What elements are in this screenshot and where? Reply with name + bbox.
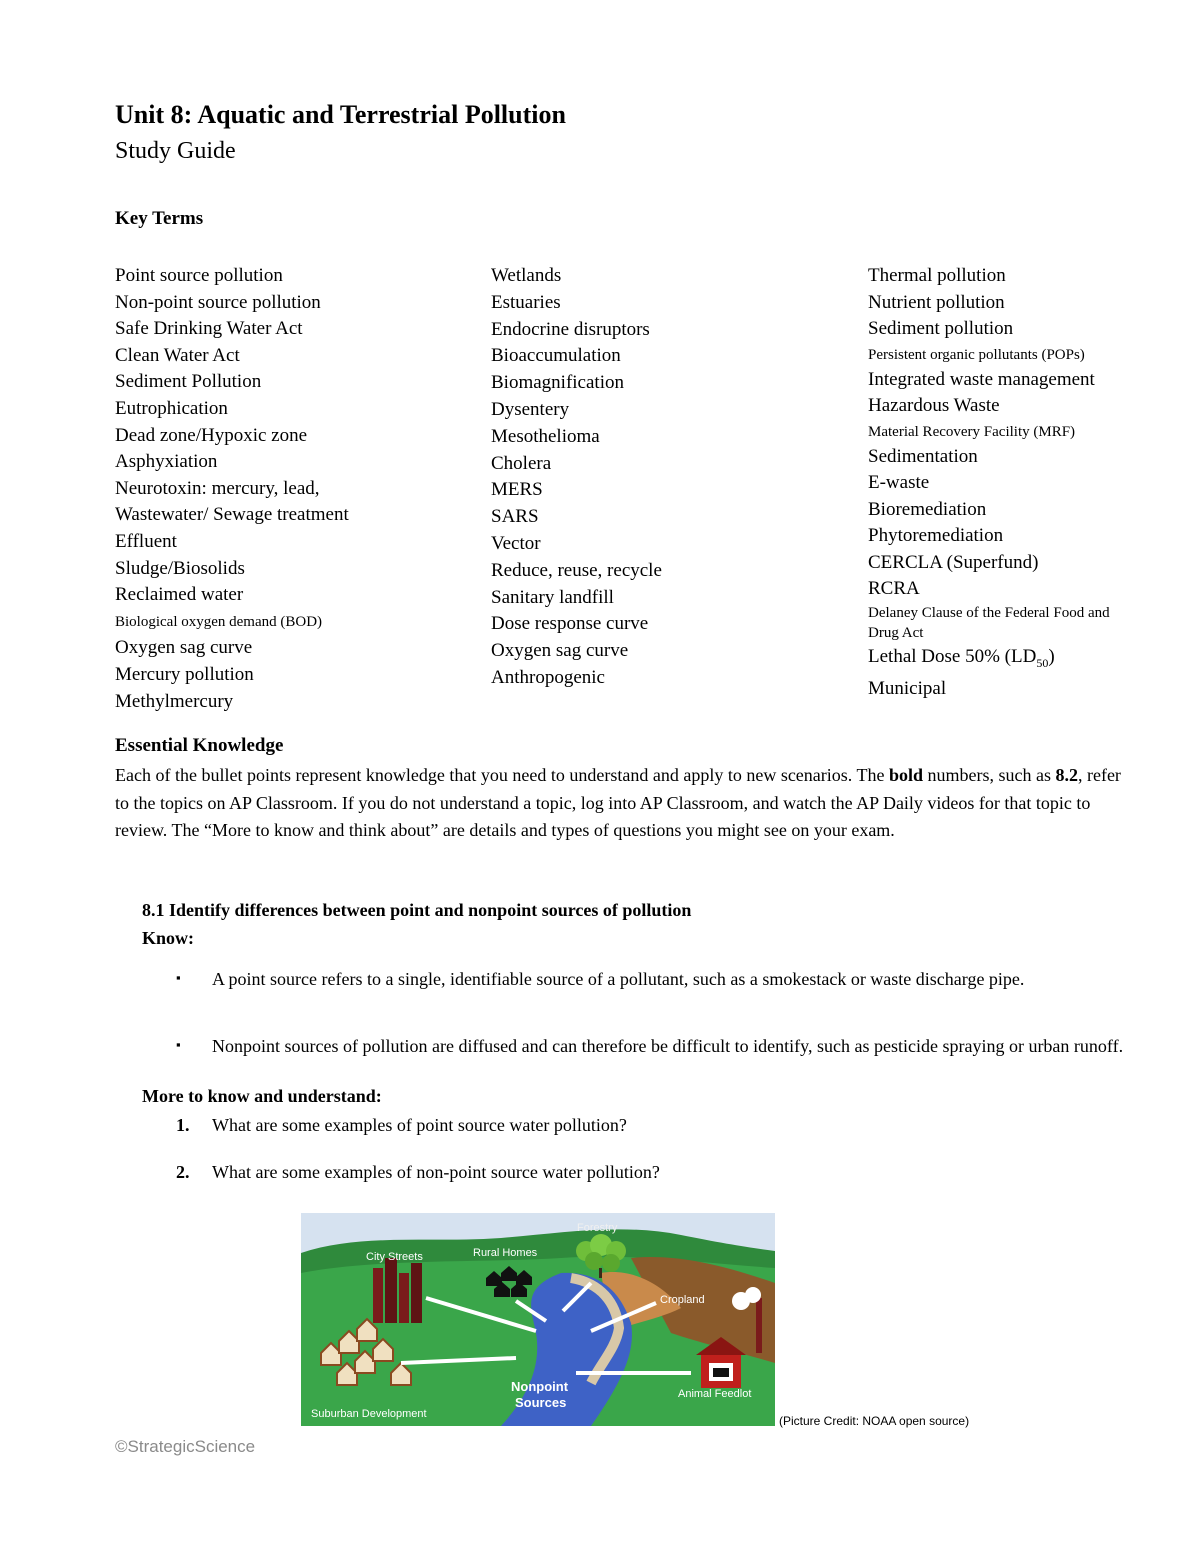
bullet-point: A point source refers to a single, identifiable source of a pollutant, such as a smokestack or waste discharge pipe.: [212, 969, 1025, 989]
term: Cholera: [491, 452, 552, 474]
term: Sediment pollution: [868, 318, 1014, 339]
term: Thermal pollution: [868, 265, 1006, 286]
term: Effluent: [115, 530, 177, 552]
term: Safe Drinking Water Act: [115, 318, 303, 340]
term: Oxygen sag curve: [115, 637, 253, 659]
key-terms-heading: Key Terms: [115, 208, 204, 229]
term: Bioaccumulation: [491, 345, 621, 367]
term: Material Recovery Facility (MRF): [868, 423, 1076, 440]
question-number: 1.: [176, 1115, 190, 1135]
term: Non-point source pollution: [115, 291, 321, 313]
term: Nutrient pollution: [868, 291, 1005, 313]
term: Delaney Clause of the Federal Food and: [868, 604, 1110, 621]
term: Persistent organic pollutants (POPs): [868, 346, 1085, 363]
term: Integrated waste management: [868, 368, 1095, 390]
bullet-point: Nonpoint sources of pollution are diffused and can therefore be difficult to identify, such as pesticide spraying or urban runoff.: [212, 1036, 1124, 1056]
term: Oxygen sag curve: [491, 640, 629, 662]
more-to-know-label: More to know and understand:: [142, 1086, 382, 1106]
term: Neurotoxin: mercury, lead,: [115, 477, 320, 499]
figure-label-sources: Sources: [515, 1395, 567, 1410]
term: RCRA: [868, 578, 920, 599]
question-text: What are some examples of point source water pollution?: [212, 1115, 627, 1135]
figure-label-nonpoint: Nonpoint: [511, 1379, 569, 1394]
building: [373, 1268, 383, 1323]
bullet-marker: ▪: [176, 1037, 181, 1052]
term-ld50: Lethal Dose 50% $(LD_{50})$: [868, 645, 1055, 670]
term: Wastewater/ Sewage treatment: [115, 504, 349, 526]
term: Phytoremediation: [868, 525, 1004, 546]
page-subtitle: Study Guide: [115, 138, 236, 164]
nonpoint-sources-illustration: [301, 1213, 775, 1426]
term: Drug Act: [868, 624, 924, 641]
term: Biomagnification: [491, 372, 624, 394]
question-number: 2.: [176, 1162, 190, 1182]
term: Municipal: [868, 678, 947, 700]
term: Point source pollution: [115, 265, 283, 286]
term: Estuaries: [491, 291, 561, 313]
term: Endocrine disruptors: [491, 318, 650, 340]
footer-copyright: ©StrategicScience: [115, 1437, 256, 1456]
term: Wetlands: [491, 265, 562, 286]
section-8-1-heading: 8.1 Identify differences between point and nonpoint sources of pollution: [142, 900, 692, 920]
picture-credit: (Picture Credit: NOAA open source): [779, 1414, 970, 1428]
term: Clean Water Act: [115, 344, 240, 366]
term: Mercury pollution: [115, 663, 254, 685]
key-terms-column-3: [868, 263, 1110, 703]
term: Dead zone/Hypoxic zone: [115, 424, 308, 446]
term: Eutrophication: [115, 397, 228, 419]
essential-knowledge-heading: Essential Knowledge: [115, 735, 284, 756]
term: Reclaimed water: [115, 584, 244, 606]
term: Sedimentation: [868, 445, 978, 467]
term: Anthropogenic: [491, 666, 605, 688]
figure-label-forestry: Forestry: [577, 1222, 618, 1234]
term: Hazardous Waste: [868, 395, 1000, 416]
term: Dose response curve: [491, 613, 649, 635]
question-text: What are some examples of non-point source water pollution?: [212, 1162, 660, 1182]
term: E-waste: [868, 472, 930, 493]
essential-knowledge-paragraph: Each of the bullet points represent knowledge that you need to understand and apply to new scenarios. The bold numbers, such as 8.2, refer to the topics on AP Classroom. If you do not understand a topic, log into AP Classroom, and watch the AP Daily videos for that topic to review. The “More to know and think about” are details and types of questions you might see on your exam.: [115, 765, 1121, 840]
bullet-marker: ▪: [176, 970, 181, 985]
term: MERS: [491, 479, 543, 501]
figure-label-rural-homes: Rural Homes: [473, 1247, 538, 1259]
term: Sanitary landfill: [491, 586, 614, 608]
term: Sludge/Biosolids: [115, 557, 245, 579]
know-label: Know:: [142, 928, 195, 948]
key-terms-column-2: [491, 263, 662, 692]
term: Asphyxiation: [115, 451, 218, 473]
building: [385, 1258, 397, 1323]
figure-label-suburban-development: Suburban Development: [311, 1408, 427, 1420]
term: SARS: [491, 506, 539, 528]
term: Biological oxygen demand (BOD): [115, 613, 323, 630]
term: Sediment Pollution: [115, 371, 262, 393]
figure-label-city-streets: City Streets: [366, 1251, 423, 1263]
term: Mesothelioma: [491, 425, 600, 447]
page-title: Unit 8: Aquatic and Terrestrial Pollution: [115, 100, 566, 129]
term: Reduce, reuse, recycle: [491, 559, 662, 581]
term: Bioremediation: [868, 498, 987, 520]
figure-label-cropland: Cropland: [660, 1294, 705, 1306]
key-terms-column-1: [115, 263, 349, 715]
building: [399, 1273, 409, 1323]
term: Methylmercury: [115, 690, 234, 712]
figure-label-animal-feedlot: Animal Feedlot: [678, 1388, 752, 1400]
term: Dysentery: [491, 398, 570, 420]
term: CERCLA (Superfund): [868, 551, 1039, 573]
term: Vector: [491, 532, 541, 554]
building: [411, 1263, 422, 1323]
